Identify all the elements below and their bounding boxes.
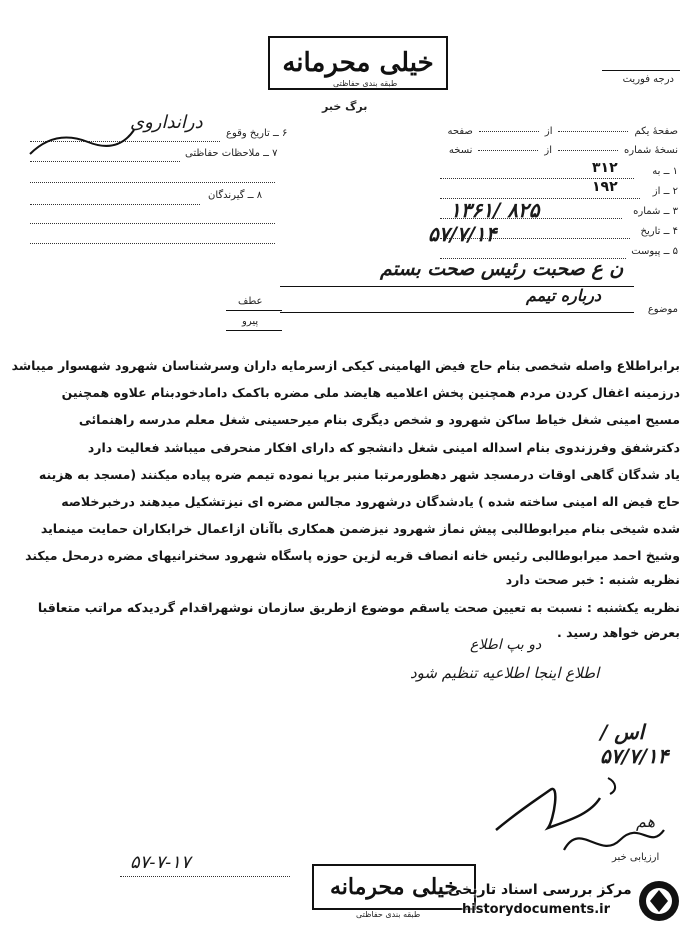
body-line: دکترشفق وفرزندوی بنام اسداله امینی شغل دانشجو که دارای افکار منحرفی میباشد فعالیت دارد: [87, 440, 680, 455]
subject-label: موضوع: [647, 304, 678, 315]
field-6-value: درانداروی: [130, 112, 203, 133]
form-title: برگ خبر: [322, 100, 368, 113]
copy-label: نسخهٔ شماره: [624, 145, 678, 156]
evaluator-label: ارزیابی خبر: [612, 852, 660, 863]
watermark-url: historydocuments.ir: [462, 902, 611, 917]
body-line: شده شیخی بنام میرابوطالبی پیش نماز شهرود نیزضمن همکاری باآنان ازاعمال خرابکاران حمایت مینماید: [40, 521, 680, 536]
field-1-value: ۳۱۲: [592, 160, 618, 176]
field-1-label: ۱ ــ به: [652, 166, 678, 177]
field-8-label: ۸ ــ گیرندگان: [208, 190, 263, 201]
copy-from: از: [544, 145, 553, 156]
hand-note-1: دو بپ اطلاع: [470, 637, 542, 653]
body-line: بعرض خواهد رسید .: [557, 625, 680, 640]
field-3-label: ۳ ــ شماره: [633, 206, 678, 217]
field-7-label: ۷ ــ ملاحظات حفاظتی: [185, 148, 278, 159]
body-line: نظریه شنبه : خبر صحت دارد: [505, 572, 680, 587]
peyro-label: پیرو: [242, 316, 259, 327]
field-4-value: ۵۷/۷/۱۴: [428, 222, 497, 246]
body-line: درزمینه اغفال کردن مردم همچنین پخش اعلامیه هایضد ملی مضره باکمک دامادخودبنام علاوه همچنین: [61, 385, 680, 400]
copy-suffix: نسخه: [448, 145, 473, 156]
body-line: نظریه یکشنبه : نسبت به تعیین صحت یاسقم موضوع ازطریق سازمان نوشهراقدام گردیدکه مراتب متعاقبا: [37, 600, 680, 615]
hand-note-2: اطلاع اینجا اطلاعیه تنظیم شود: [410, 664, 600, 682]
body-line: یاد شدگان گاهی اوقات درمسجد شهر دهطورمرتبا منبر برپا نموده تیمم ضره پیاده میکنند (مسجد به هزینه: [38, 467, 680, 482]
body-line: مسیح امینی شغل خیاط ساکن شهرود و شخص دیگری بنام میرحسینی شغل معلم مدرسه راهنمائی: [78, 412, 680, 427]
watermark-title: مرکز بررسی اسناد تاریخی: [448, 882, 632, 898]
hand-signature: هم: [636, 812, 656, 831]
watermark-logo-icon: [636, 878, 682, 924]
page-from: از: [544, 126, 553, 137]
page-suffix: صفحه: [447, 126, 473, 137]
page-row: [448, 126, 679, 137]
hand-sign-date: اس / ۵۷/۷/۱۴: [600, 720, 669, 768]
field-4-label: ۴ ــ تاریخ: [640, 226, 678, 237]
bottom-left-date: ۵۷-۷-۱۷: [130, 852, 191, 873]
field-5-label: ۵ ــ پیوست: [631, 246, 678, 257]
body-line: وشیخ احمد میرابوطالبی رئیس خانه انصاف قریه لزین حوزه پاسگاه شهرود سخنرانیهای مضره درمحل میکند: [25, 548, 680, 563]
field-3-value: ۱۳۶۱/ ۸۲۵: [450, 198, 540, 222]
field-2-label: ۲ ــ از: [652, 186, 678, 197]
bottom-stamp-subtitle: طبقه بندی حفاظتی: [356, 910, 421, 919]
field-2-value: ۱۹۲: [592, 179, 618, 195]
field-6-scribble: [28, 124, 138, 164]
subject-handwritten-2: درباره تیمم: [526, 286, 602, 305]
body-line: برابراطلاع واصله شخصی بنام حاج فیض الهامینی کیکی ازسرمایه داران وسرشناسان شهرود شهسوار میباشد: [11, 358, 680, 373]
top-stamp-title: خیلی محرمانه: [282, 48, 434, 78]
top-stamp-subtitle: طبقه بندی حفاظتی: [330, 79, 400, 88]
body-line: حاج فیض اله امینی ساخته شده ) یادشدگان درشهرود مجالس مضره ای نیزتشکیل میدهند درخبرخلاصه: [61, 494, 680, 509]
priority-line: [602, 70, 680, 71]
priority-label: درجه فوریت: [622, 74, 674, 85]
atf-label: عطف: [238, 296, 263, 307]
bottom-stamp-title: خیلی محرمانه: [329, 874, 459, 900]
page-label: صفحهٔ یکم: [634, 126, 678, 137]
subject-handwritten-1: ن ع صحبت رئیس صحت بستم: [380, 258, 624, 280]
copy-row: [449, 145, 678, 156]
field-6-label: ۶ ــ تاریخ وقوع: [226, 128, 288, 139]
